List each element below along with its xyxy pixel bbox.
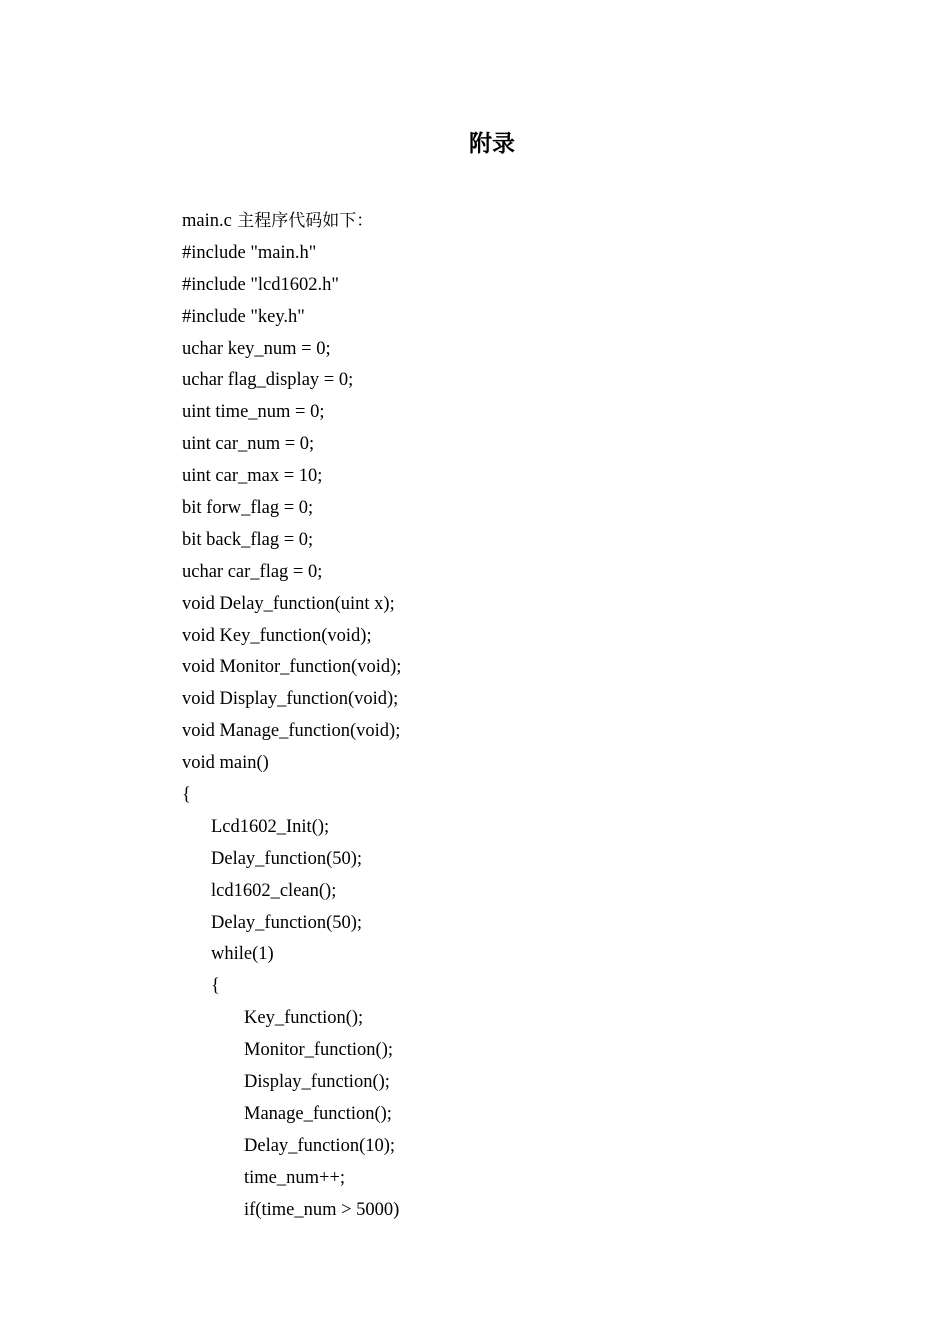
code-line: #include "main.h" [182, 242, 317, 263]
code-line: bit forw_flag = 0; [182, 498, 314, 519]
code-line: void main() [182, 753, 269, 774]
code-line: { [182, 785, 191, 806]
code-line: void Delay_function(uint x); [182, 593, 395, 614]
code-line: void Manage_function(void); [182, 721, 401, 742]
code-line: Delay_function(10); [244, 1135, 396, 1156]
code-line: Delay_function(50); [211, 912, 363, 933]
code-line: Key_function(); [244, 1008, 364, 1029]
code-line: lcd1602_clean(); [211, 880, 337, 901]
code-line: uint car_num = 0; [182, 434, 315, 455]
code-line: Monitor_function(); [244, 1040, 394, 1061]
code-line: uint time_num = 0; [182, 402, 325, 423]
code-line: { [211, 976, 220, 997]
code-line: void Display_function(void); [182, 689, 399, 710]
code-line: #include "lcd1602.h" [182, 274, 339, 295]
page-title: 附录 [469, 131, 515, 157]
code-line: uchar car_flag = 0; [182, 561, 323, 582]
code-line: Manage_function(); [244, 1103, 392, 1124]
code-line: Display_function(); [244, 1072, 390, 1093]
code-line: time_num++; [244, 1167, 346, 1188]
code-line: uint car_max = 10; [182, 466, 323, 487]
code-line: Delay_function(50); [211, 848, 363, 869]
code-intro-line [182, 206, 401, 238]
code-line: uchar flag_display = 0; [182, 370, 354, 391]
code-line: if(time_num > 5000) [244, 1199, 400, 1220]
code-listing [182, 206, 401, 1227]
code-line: void Key_function(void); [182, 625, 372, 646]
code-line: #include "key.h" [182, 306, 305, 327]
intro-filename: main.c [182, 211, 232, 231]
code-line: void Monitor_function(void); [182, 657, 402, 678]
code-line: uchar key_num = 0; [182, 338, 331, 359]
code-line: Lcd1602_Init(); [211, 816, 330, 837]
intro-description: 主程序代码如下： [231, 211, 374, 231]
code-line: bit back_flag = 0; [182, 529, 314, 550]
code-line: while(1) [211, 944, 274, 965]
